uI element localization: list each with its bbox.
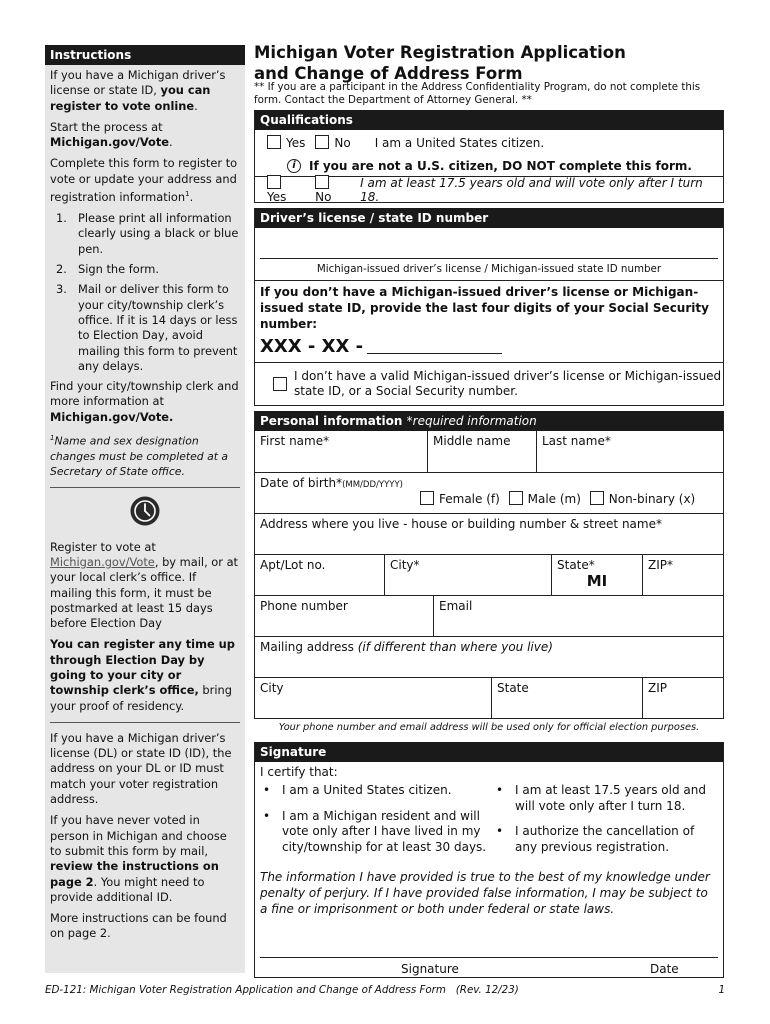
form-id: ED-121: Michigan Voter Registration Application and Change of Address Form (Rev. 12/23) (45, 984, 519, 996)
certify-item: • I am a United States citizen. (260, 783, 493, 799)
start-process-note: Start the process at Michigan.gov/Vote. (50, 119, 173, 150)
certify-list-right (493, 783, 718, 865)
instruction-step: 2. Sign the form. (56, 262, 159, 277)
complete-form-note: Complete this form to register to vote or update your address and registration information$^1$. (50, 156, 238, 204)
instruction-step: 1. Please print all information clearly using a black or blue pen. (56, 211, 239, 256)
michigan-vote-link[interactable]: Michigan.gov/Vote (50, 135, 170, 150)
male-checkbox[interactable] (509, 491, 523, 505)
drivers-license-heading: Driver’s license / state ID number (255, 208, 723, 228)
age-question: Yes No I am at least 17.5 years old and will vote only after I turn 18. (267, 175, 703, 204)
mailing-address-field[interactable]: Mailing address (if different than where you live) (260, 640, 553, 654)
age-no-checkbox[interactable] (315, 175, 329, 189)
first-name-field[interactable]: First name* (260, 434, 330, 448)
instructions-sidebar (45, 45, 245, 973)
no-id-checkbox[interactable] (273, 377, 287, 391)
date-label: Date (650, 962, 679, 976)
certify-item: • I am at least 17.5 years old and will vote only after I turn 18. (493, 783, 718, 814)
ssn-last-four-input[interactable] (367, 338, 502, 354)
nonbinary-checkbox[interactable] (590, 491, 604, 505)
acp-notice: ** If you are a participant in the Address Confidentiality Program, do not complete this form. Contact the Department of Attorney General. ** (254, 81, 701, 106)
online-registration-note: If you have a Michigan driver’s license or state ID, you can register to vote online. (50, 68, 226, 113)
state-field[interactable]: State* MI (551, 555, 642, 595)
zip-field[interactable]: ZIP* (642, 555, 723, 595)
page-title: Michigan Voter Registration Application and Change of Address Form (254, 43, 626, 83)
middle-name-field[interactable]: Middle name (427, 431, 536, 472)
state-value: MI (586, 572, 608, 590)
name-change-footnote: $^1$Name and sex designation changes must be completed at a Secretary of State office. (50, 434, 228, 478)
certify-item: • I am a Michigan resident and will vote only after I have lived in my city/township for at least 30 days. (260, 809, 493, 856)
female-checkbox[interactable] (420, 491, 434, 505)
certify-label: I certify that: (260, 765, 338, 779)
phone-field[interactable]: Phone number (260, 599, 348, 613)
qualifications-section (254, 110, 724, 203)
mailing-state-field[interactable]: State (491, 678, 642, 718)
info-icon: i (287, 159, 301, 173)
last-name-field[interactable]: Last name* (536, 431, 723, 472)
personal-info-section (254, 411, 724, 719)
citizen-yes-checkbox[interactable] (267, 135, 281, 149)
find-clerk-note: Find your city/township clerk and more information at Michigan.gov/Vote. (50, 379, 239, 424)
more-instructions-note: More instructions can be found on page 2. (50, 911, 227, 941)
drivers-license-input[interactable] (260, 258, 718, 259)
drivers-license-caption: Michigan-issued driver’s license / Michigan-issued state ID number (316, 263, 662, 275)
sex-options: Female (f) Male (m) Non-binary (x) (420, 491, 700, 506)
signature-label: Signature (401, 962, 459, 976)
instruction-steps (50, 211, 240, 374)
no-id-option: I don’t have a valid Michigan-issued driver’s license or Michigan-issued state ID, or a Social Security number. (255, 362, 723, 405)
instructions-heading: Instructions (45, 45, 245, 65)
certify-list-left (260, 783, 493, 865)
ssn-question: If you don’t have a Michigan-issued driver’s license or Michigan-issued state ID, provide the last four digits of your Social Security number: (255, 280, 723, 332)
divider (50, 487, 240, 488)
mailing-city-field[interactable]: City (260, 681, 284, 695)
email-field[interactable]: Email (433, 596, 723, 636)
page-number: 1 (718, 984, 725, 996)
first-time-voter-note: If you have never voted in person in Michigan and choose to submit this form by mail, review the instructions on page 2. You might need to provide additional ID. (50, 813, 227, 904)
city-field[interactable]: City* (384, 555, 551, 595)
mailing-zip-field[interactable]: ZIP (642, 678, 723, 718)
citizen-no-checkbox[interactable] (315, 135, 329, 149)
drivers-license-section (254, 208, 724, 406)
age-yes-checkbox[interactable] (267, 175, 281, 189)
certify-item: • I authorize the cancellation of any previous registration. (493, 824, 718, 855)
register-methods-note: Register to vote at Michigan.gov/Vote, by mail, or at your local clerk’s office. If mailing this form, it must be postmarked at least 15 days before Election Day (50, 539, 239, 631)
instruction-step: 3. Mail or deliver this form to your city/township clerk’s office. If it is 14 days or less to Election Day, avoid mailing this form to prevent any delays. (56, 282, 238, 373)
perjury-statement: The information I have provided is true to the best of my knowledge under penalty of perjury. If I have provided false information, I may be subject to a fine or imprisonment or both under federal or state laws. (260, 870, 710, 916)
voter-registration-form (254, 42, 724, 978)
michigan-vote-link[interactable]: Michigan.gov/Vote. (50, 409, 174, 424)
citizen-question: Yes No I am a United States citizen. (255, 130, 723, 155)
ssn-field: XXX - XX - (255, 332, 723, 362)
signature-input[interactable] (260, 957, 718, 958)
signature-section (254, 742, 724, 978)
apt-lot-field[interactable]: Apt/Lot no. (260, 558, 326, 572)
citizen-warning: i If you are not a U.S. citizen, DO NOT complete this form. (255, 155, 723, 177)
address-match-note: If you have a Michigan driver’s license (DL) or state ID (ID), the address on your DL or ID must match your voter registration address. (50, 730, 232, 807)
dob-field[interactable]: Date of birth*(MM/DD/YYYY) Female (f) Male (m) Non-binary (x) (255, 473, 723, 513)
election-day-note: You can register any time up through Election Day by going to your city or township clerk’s office, bring your proof of residency. (50, 637, 235, 713)
signature-heading: Signature (255, 742, 723, 762)
page-footer (45, 984, 725, 996)
clock-icon (130, 496, 160, 526)
personal-info-heading: Personal information *required information (255, 411, 723, 431)
qualifications-heading: Qualifications (255, 110, 723, 130)
michigan-vote-link[interactable]: Michigan.gov/Vote (50, 554, 155, 569)
privacy-note: Your phone number and email address will be used only for official election purposes. (278, 722, 700, 733)
residence-address-field[interactable]: Address where you live - house or building number & street name* (260, 517, 662, 531)
divider (50, 722, 240, 723)
